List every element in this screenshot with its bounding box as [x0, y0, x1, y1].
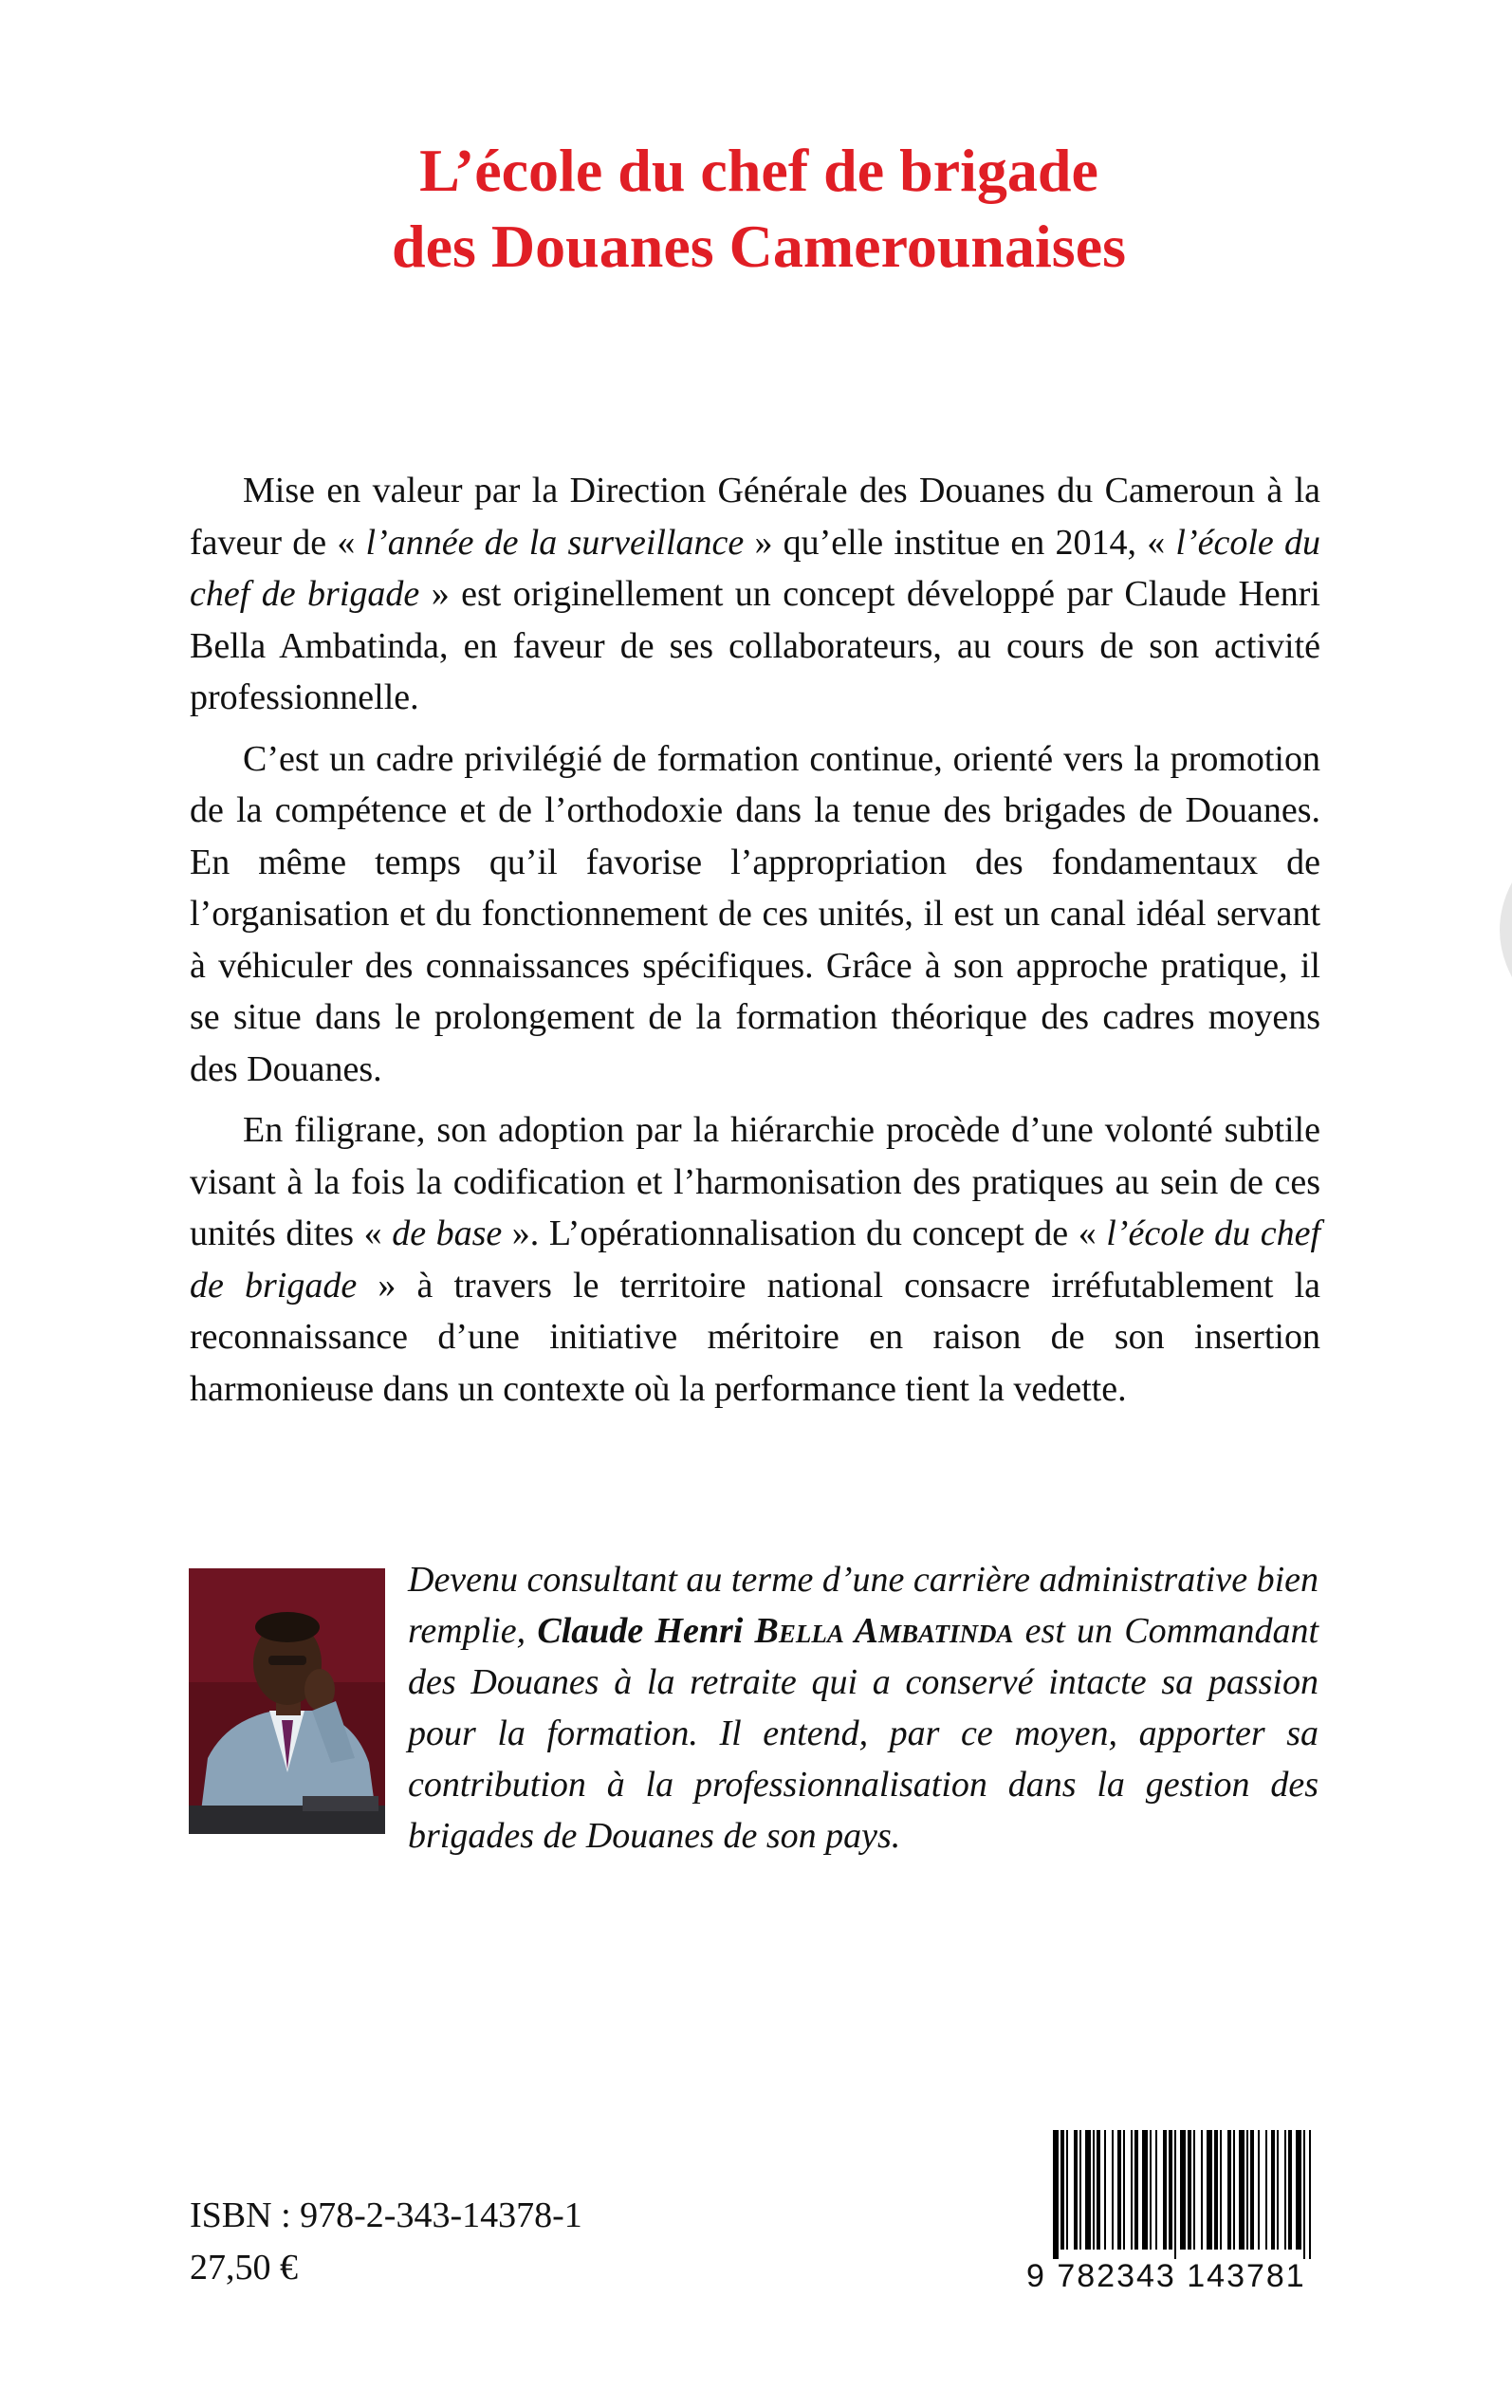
author-last-name: Bella Ambatinda — [754, 1611, 1014, 1651]
title-line-1: L’école du chef de brigade — [419, 137, 1098, 204]
blurb-italic-phrase: l’année de la surveillance — [365, 522, 745, 563]
blurb-text: Mise en valeur par la Direction Générale des Douanes du Cameroun à la faveur de « — [190, 471, 1320, 563]
book-title — [152, 133, 1366, 285]
barcode-bar — [1142, 2130, 1148, 2250]
blurb-text: » qu’elle institue en 2014, « — [744, 522, 1176, 563]
bio-text: Devenu consultant au terme d’une carrière administrative bien remplie, — [408, 1560, 1318, 1651]
barcode-bars — [1026, 2130, 1320, 2259]
barcode-bar — [1227, 2130, 1231, 2250]
price: 27,50 € — [190, 2248, 298, 2288]
barcode-bar — [1155, 2130, 1157, 2250]
barcode-bar — [1265, 2130, 1267, 2250]
blurb-text: » à travers le territoire national consacre irréfutablement la reconnaissance d’une initiative méritoire en raison de son insertion harmonieuse dans un contexte où la performance tient la vedette. — [190, 1265, 1320, 1409]
barcode-bar — [1174, 2130, 1176, 2259]
barcode-bar — [1258, 2130, 1260, 2250]
barcode-bar — [1163, 2130, 1167, 2250]
barcode-digits: 9 782343 143781 — [1026, 2258, 1306, 2294]
blurb-paragraph-3 — [190, 1104, 1320, 1415]
barcode-bar — [1053, 2130, 1059, 2259]
barcode-bar — [1117, 2130, 1121, 2250]
barcode-bar — [1246, 2130, 1248, 2250]
barcode-bar — [1214, 2130, 1218, 2250]
barcode-bar — [1239, 2130, 1245, 2250]
barcode-bar — [1085, 2130, 1091, 2250]
barcode-bar — [1188, 2130, 1191, 2250]
author-bio — [408, 1554, 1318, 1862]
author-portrait-icon — [189, 1568, 385, 1834]
isbn: ISBN : 978-2-343-14378-1 — [190, 2195, 582, 2235]
barcode-bar — [1201, 2130, 1203, 2250]
author-bio-text — [408, 1554, 1318, 1862]
bio-text: est un Commandant des Douanes à la retraite qui a conservé intacte sa passion pour la formation. Il entend, par ce moyen, apporter sa contribution à la professionnalisation dans la gestion des brigades de Douanes de son pays. — [408, 1611, 1319, 1856]
barcode-bar — [1104, 2130, 1106, 2250]
barcode-bar — [1250, 2130, 1254, 2250]
barcode-bar — [1271, 2130, 1275, 2250]
barcode-icon — [1026, 2130, 1320, 2301]
barcode-bar — [1207, 2130, 1212, 2250]
blurb-paragraph-2: C’est un cadre privilégié de formation continue, orienté vers la promotion de la compétence et de l’orthodoxie dans la tenue des brigades de Douanes. En même temps qu’il favorise l’appropriation des fondamentaux de l’organisation et du fonctionnement de ces unités, il est un canal idéal servant à véhiculer des connaissances spécifiques. Grâce à son approche pratique, il se situe dans le prolongement de la formation théorique des cadres moyens des Douanes. — [190, 738, 1320, 1089]
blurb-paragraph-1 — [190, 465, 1320, 724]
barcode-bar — [1169, 2130, 1172, 2250]
barcode-bar — [1233, 2130, 1235, 2250]
barcode-bar — [1309, 2130, 1311, 2259]
barcode-bar — [1074, 2130, 1078, 2250]
barcode-bar — [1060, 2130, 1064, 2250]
blurb-italic-phrase: l’école du chef de brigade — [190, 522, 1320, 614]
barcode-bar — [1288, 2130, 1292, 2250]
author-first-name: Claude Henri — [537, 1611, 755, 1651]
blurb-italic-phrase: l’école du chef de brigade — [190, 1213, 1320, 1306]
title-line-2: des Douanes Camerounaises — [392, 213, 1126, 280]
blurb-text: ». L’opérationnalisation du concept de « — [502, 1213, 1107, 1253]
barcode-bar — [1284, 2130, 1286, 2250]
blurb-italic-phrase: de base — [392, 1213, 503, 1253]
barcode-bar — [1180, 2130, 1186, 2250]
barcode-bar — [1079, 2130, 1081, 2250]
barcode-bar — [1134, 2130, 1138, 2250]
page-edge-shadow-icon — [1487, 882, 1512, 977]
barcode-bar — [1220, 2130, 1222, 2250]
barcode-bar — [1150, 2130, 1152, 2250]
back-cover-blurb — [190, 465, 1320, 1424]
barcode-bar — [1123, 2130, 1125, 2250]
barcode-bar — [1296, 2130, 1301, 2250]
barcode-bar — [1303, 2130, 1305, 2259]
barcode-bar — [1277, 2130, 1279, 2250]
barcode-bar — [1066, 2130, 1068, 2250]
barcode-bar — [1193, 2130, 1195, 2250]
barcode-bar — [1093, 2130, 1095, 2250]
author-name — [537, 1611, 1013, 1651]
blurb-text: » est originellement un concept développé par Claude Henri Bella Ambatinda, en faveur de ses collaborateurs, au cours de son activité professionnelle. — [190, 574, 1320, 717]
blurb-text: En filigrane, son adoption par la hiérarchie procède d’une volonté subtile visant à la fois la codification et l’harmonisation des pratiques au sein de ces unités dites « — [190, 1110, 1320, 1253]
barcode-bar — [1131, 2130, 1133, 2250]
barcode-bar — [1097, 2130, 1100, 2250]
barcode-bar — [1112, 2130, 1114, 2250]
